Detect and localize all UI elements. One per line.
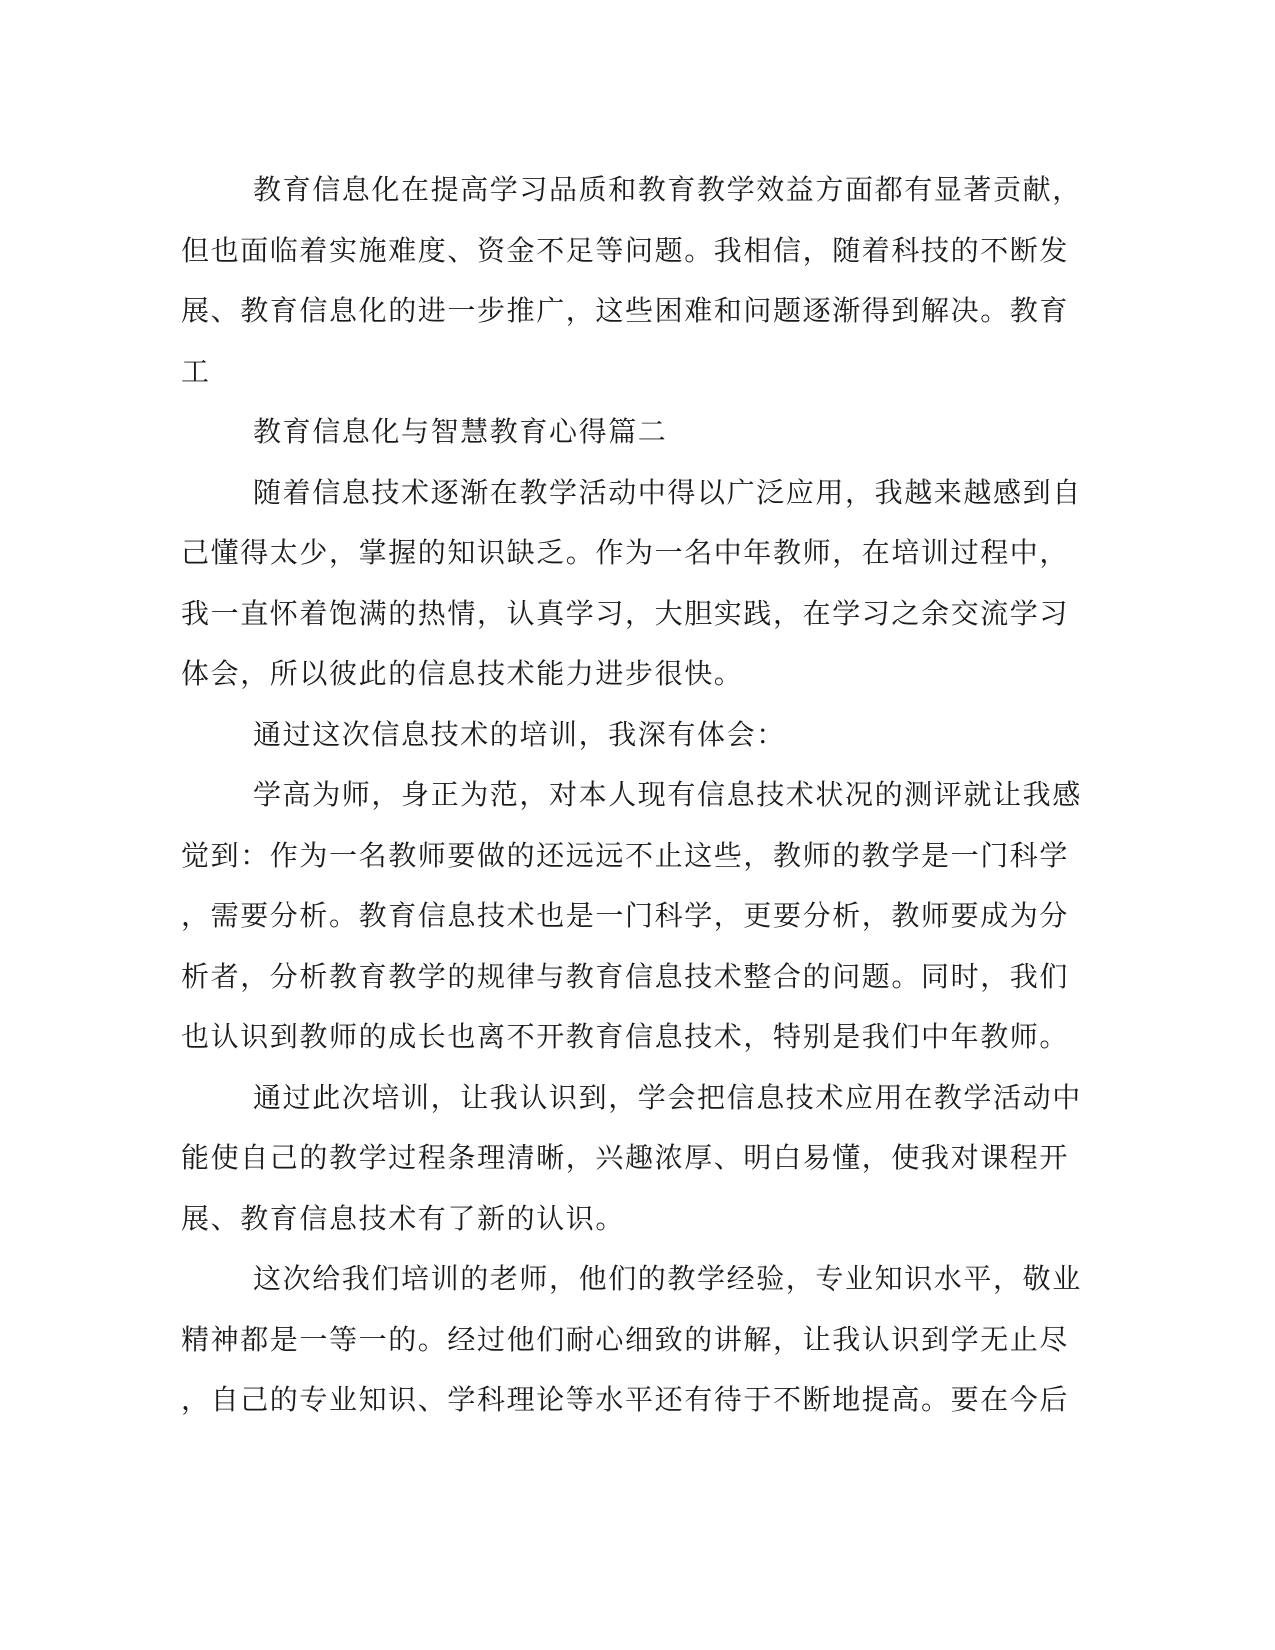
text-line: 学高为师，身正为范，对本人现有信息技术状况的测评就让我感 [253, 778, 1082, 811]
section-heading: 教育信息化与智慧教育心得篇二 [253, 415, 668, 448]
text-line: 析者，分析教育教学的规律与教育信息技术整合的问题。同时，我们 [181, 959, 1070, 993]
text-line: 通过这次信息技术的培训，我深有体会： [253, 717, 786, 751]
text-line: 我一直怀着饱满的热情，认真学习，大胆实践，在学习之余交流学习 [181, 596, 1070, 630]
text-line: ，需要分析。教育信息技术也是一门科学，更要分析，教师要成为分 [181, 899, 1070, 932]
text-line: 能使自己的教学过程条理清晰，兴趣浓厚、明白易懂，使我对课程开 [181, 1141, 1070, 1174]
text-line: 随着信息技术逐渐在教学活动中得以广泛应用，我越来越感到自 [253, 475, 1082, 509]
text-line: 但也面临着实施难度、资金不足等问题。我相信，随着科技的不断发 [181, 233, 1070, 267]
text-line: 这次给我们培训的老师，他们的教学经验，专业知识水平，敬业 [253, 1262, 1082, 1295]
text-line: 工 [181, 354, 211, 388]
text-line: 精神都是一等一的。经过他们耐心细致的讲解，让我认识到学无止尽 [181, 1322, 1070, 1356]
text-line: ，自己的专业知识、学科理论等水平还有待于不断地提高。要在今后 [181, 1383, 1070, 1416]
text-line: 体会，所以彼此的信息技术能力进步很快。 [181, 657, 744, 690]
text-line: 觉到：作为一名教师要做的还远远不止这些，教师的教学是一门科学 [181, 838, 1070, 872]
text-line: 展、教育信息化的进一步推广，这些困难和问题逐渐得到解决。教育 [181, 294, 1070, 327]
text-line: 通过此次培训，让我认识到，学会把信息技术应用在教学活动中 [253, 1080, 1082, 1114]
text-line: 教育信息化在提高学习品质和教育教学效益方面都有显著贡献， [253, 173, 1082, 206]
text-line: 己懂得太少，掌握的知识缺乏。作为一名中年教师，在培训过程中， [181, 536, 1070, 569]
text-line: 也认识到教师的成长也离不开教育信息技术，特别是我们中年教师。 [181, 1020, 1070, 1053]
text-line: 展、教育信息技术有了新的认识。 [181, 1201, 626, 1235]
document-body [181, 160, 1082, 1431]
